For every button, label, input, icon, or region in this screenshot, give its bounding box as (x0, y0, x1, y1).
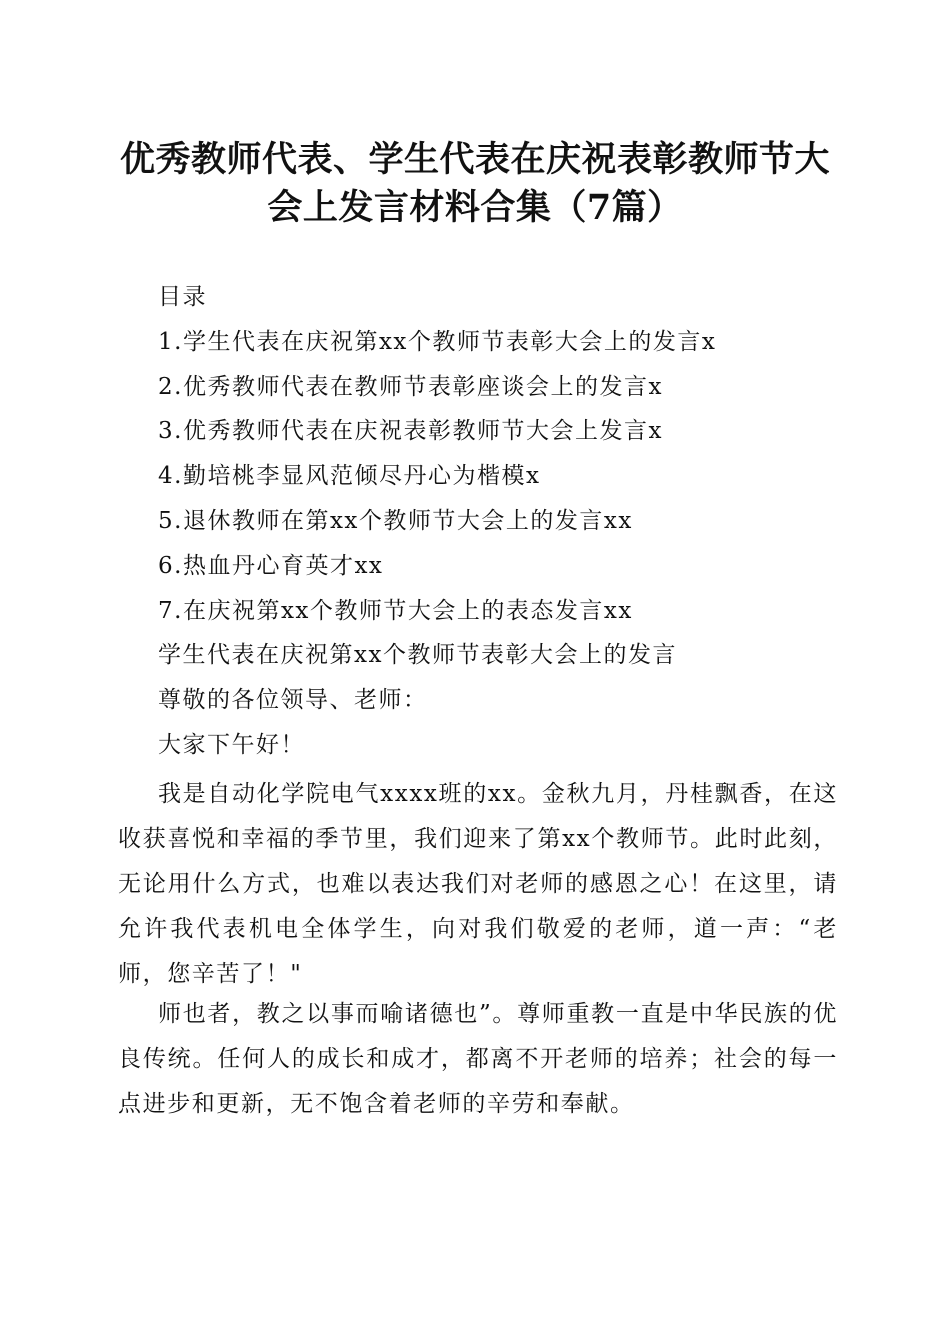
title-line-2: 会上发言材料合集（7篇） (267, 187, 683, 228)
section-heading: 学生代表在庆祝第xx个教师节表彰大会上的发言 (158, 642, 677, 669)
toc-item: 1.学生代表在庆祝第xx个教师节表彰大会上的发言x (158, 328, 717, 355)
salutation: 尊敬的各位领导、老师： (158, 687, 428, 714)
toc-item: 2.优秀教师代表在教师节表彰座谈会上的发言x (158, 373, 663, 400)
toc-item: 7.在庆祝第xx个教师节大会上的表态发言xx (158, 597, 633, 624)
toc-item: 3.优秀教师代表在庆祝表彰教师节大会上发言x (158, 418, 663, 445)
body-paragraph-2: 师也者，教之以事而喻诸德也”。尊师重教一直是中华民族的优良传统。任何人的成长和成才，都离不开老师的培养；社会的每一点进步和更新，无不饱含着老师的辛劳和奉献。 (118, 1001, 838, 1117)
document-title (110, 136, 840, 232)
table-of-contents (158, 280, 858, 773)
title-line-1: 优秀教师代表、学生代表在庆祝表彰教师节大 (119, 139, 830, 180)
toc-heading: 目录 (158, 284, 207, 310)
toc-item: 5.退休教师在第xx个教师节大会上的发言xx (158, 507, 633, 534)
toc-item: 4.勤培桃李显风范倾尽丹心为楷模x (158, 463, 541, 490)
toc-item: 6.热血丹心育英才xx (158, 552, 384, 579)
body-paragraph-1: 我是自动化学院电气xxxx班的xx。金秋九月，丹桂飘香，在这收获喜悦和幸福的季节里，我们迎来了第xx个教师节。此时此刻，无论用什么方式，也难以表达我们对老师的感恩之心！在这里，请允许我代表机电全体学生，向对我们敬爱的老师，道一声：“老师，您辛苦了！" (118, 781, 838, 987)
greeting: 大家下午好！ (158, 731, 305, 758)
